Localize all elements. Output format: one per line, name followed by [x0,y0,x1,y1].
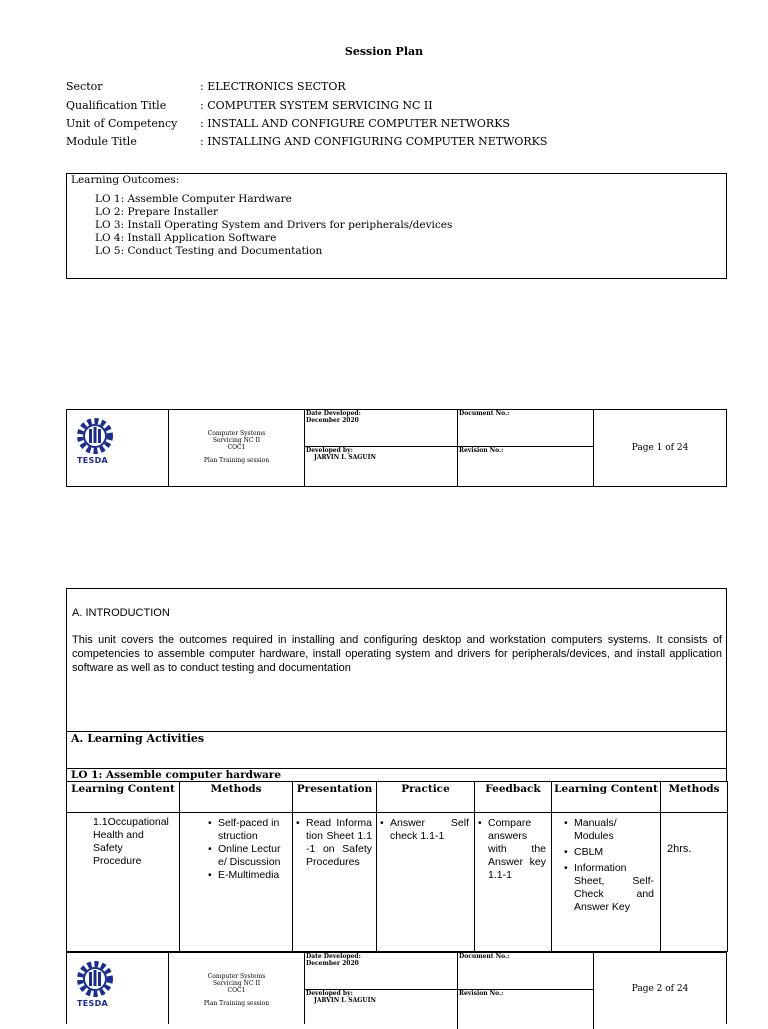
list-item: • Answer Self check 1.1-1 [380,817,469,843]
revision-number [458,447,594,486]
meta-value: : INSTALL AND CONFIGURE COMPUTER NETWORKS [200,117,510,130]
page-footer [66,952,727,1024]
date-developed [305,953,458,990]
list-item: LO 5: Conduct Testing and Documentation [95,245,323,257]
date-developed [305,410,458,447]
page-number [594,953,726,1024]
date-label: Date Developed: [306,953,361,960]
developer-label: Developed by: [306,990,353,997]
column-header: Methods [180,782,293,813]
course-line: Servicing NC II [212,980,261,987]
table-header-row [67,782,728,813]
meta-value: : COMPUTER SYSTEM SERVICING NC II [200,99,433,112]
document-title: Session Plan [344,45,424,58]
time-value: 2hrs. [667,843,692,855]
column-header: Practice [377,782,475,813]
column-header: Feedback [475,782,552,813]
revision-label: Revision No.: [459,990,504,997]
introduction-text: This unit covers the outcomes required in installing and configuring desktop and workstation computers systems. It consists of competencies to assemble computer hardware, install operating system and drivers for peripherals/devices, and install application software as well as to conduct testing and documentation [72,634,722,674]
column-header: Presentation [293,782,377,813]
date-label: Date Developed: [306,410,361,417]
document-label: Document No.: [459,953,510,960]
gear-icon [73,959,117,999]
course-line: Computer Systems [207,430,266,437]
document-number [458,410,594,447]
feedback-list [475,813,551,882]
page-number [594,410,726,486]
resources-list [552,813,660,914]
table-cell [377,813,475,952]
list-item: LO 3: Install Operating System and Drivers for peripherals/devices [95,219,453,231]
course-line: Plan Training session [203,1000,270,1007]
meta-label: Qualification Title [66,99,167,112]
table-cell [475,813,552,952]
methods-list [180,813,284,882]
course-line: COC1 [227,444,246,451]
list-item: • CBLM [564,846,654,859]
heading-text: A. Learning Activities [71,732,205,745]
column-header: Methods [661,782,728,813]
table-cell [293,813,377,952]
page-footer [66,409,727,487]
developer-name: JARVIN I. SAGUIN [314,454,376,461]
logo-text: TESDA [77,999,109,1008]
list-item: • Manuals/ Modules [564,817,654,843]
revision-label: Revision No.: [459,447,504,454]
column-header: Learning Content [552,782,661,813]
course-info [169,410,305,486]
list-item: LO 1: Assemble Computer Hardware [95,193,292,205]
column-header: Learning Content [67,782,180,813]
list-item: LO 4: Install Application Software [95,232,277,244]
course-line: Computer Systems [207,973,266,980]
course-line: Servicing NC II [212,437,261,444]
list-item: • Read Information Sheet 1.1-1 on Safety Procedures [296,817,372,869]
table-cell [67,813,180,952]
page-label: Page 1 of 24 [631,443,689,453]
introduction-section [66,588,727,732]
developer-name: JARVIN I. SAGUIN [314,997,376,1004]
course-line: COC1 [227,987,246,994]
document-number [458,953,594,990]
meta-value: : ELECTRONICS SECTOR [200,80,346,93]
list-item: • Compare answers with the Answer key 1.1-1 [478,817,546,882]
page-label: Page 2 of 24 [631,983,689,994]
meta-label: Sector [66,80,103,93]
tesda-logo [67,410,169,486]
presentation-list [293,813,376,869]
list-item: LO 2: Prepare Installer [95,206,219,218]
list-item: • Information Sheet, Self-Check and Answer Key [564,862,654,914]
table-row [67,813,728,952]
table-cell [552,813,661,952]
meta-label: Unit of Competency [66,117,178,130]
heading-text: LO 1: Assemble computer hardware [71,769,282,781]
learning-activities-heading [66,731,727,769]
meta-value: : INSTALLING AND CONFIGURING COMPUTER NETWORKS [200,135,548,148]
cell-text: 1.1Occupational Health and Safety Procedure [93,816,169,867]
course-info [169,953,305,1024]
document-label: Document No.: [459,410,510,417]
developed-by [305,990,458,1029]
date-value: December 2020 [306,417,359,424]
list-item: • Self-paced instruction [208,817,284,843]
table-cell [180,813,293,952]
list-item: • E-Multimedia [208,869,284,882]
table-cell [661,813,728,952]
tesda-logo [67,953,169,1024]
meta-label: Module Title [66,135,137,148]
introduction-heading: A. INTRODUCTION [72,607,170,619]
practice-list [377,813,474,843]
learning-outcomes-heading: Learning Outcomes: [71,174,180,186]
list-item: • Online Lecture/ Discussion [208,843,284,869]
learning-activities-table [66,781,728,952]
gear-icon [73,416,117,456]
developed-by [305,447,458,486]
learning-outcomes-box [66,173,727,279]
date-value: December 2020 [306,960,359,967]
learning-outcomes-list [95,193,452,258]
logo-text: TESDA [77,456,109,465]
revision-number [458,990,594,1029]
course-line: Plan Training session [203,457,270,464]
developer-label: Developed by: [306,447,353,454]
